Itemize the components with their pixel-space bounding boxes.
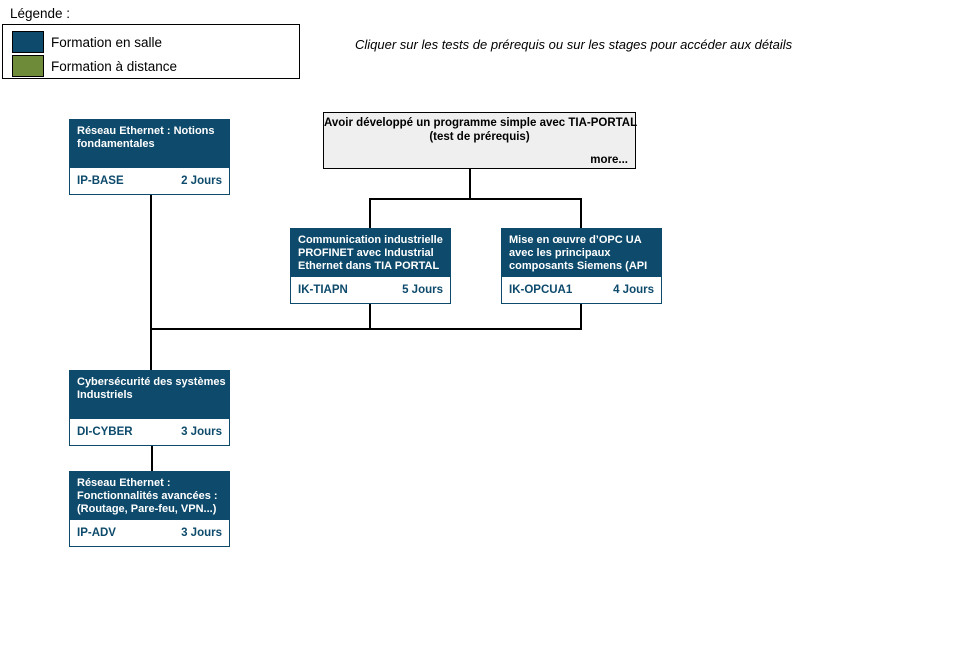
course-duration: 5 Jours [402,284,443,296]
course-code: IK-OPCUA1 [509,284,573,296]
course-box-ik-tiapn[interactable] [290,228,451,304]
course-box-ip-adv[interactable] [69,471,230,547]
legend-item-label: Formation en salle [51,34,163,50]
course-title [502,229,661,277]
connector-ip-base-down [150,195,152,370]
course-title-line: avec les principaux [509,247,611,259]
course-title-line: Réseau Ethernet : Notions [77,125,215,137]
course-title-line: composants Siemens (API [509,260,648,272]
course-title [70,120,229,168]
course-code: IP-ADV [77,527,116,539]
course-title-line: Réseau Ethernet : [77,477,171,489]
connector-to-ik-opcua1 [580,198,582,228]
course-title-line: Fonctionnalités avancées : [77,490,218,502]
course-title [291,229,450,277]
prerequisite-test-title-line2: (test de prérequis) [429,131,530,143]
course-box-di-cyber[interactable] [69,370,230,446]
course-code: IK-TIAPN [298,284,348,296]
course-title-line: Ethernet dans TIA PORTAL [298,260,440,272]
course-title-line: (Routage, Pare-feu, VPN...) [77,503,217,515]
course-duration: 4 Jours [613,284,654,296]
course-title-line: Cybersécurité des systèmes [77,376,226,388]
legend-title: Légende : [10,6,71,21]
connector-top-horizontal [369,198,582,200]
legend-box [2,24,300,79]
connector-prereq-down [469,169,471,199]
course-title-line: fondamentales [77,138,155,150]
course-title-line: Communication industrielle [298,234,443,246]
course-footer [502,277,661,303]
instruction-text: Cliquer sur les tests de prérequis ou sur les stages pour accéder aux détails [355,37,793,52]
course-footer [70,419,229,445]
connector-cyber-to-adv [151,444,153,471]
legend-item-label: Formation à distance [51,58,178,74]
course-duration: 3 Jours [181,426,222,438]
legend-item-distance [12,55,177,77]
connector-to-ik-tiapn [369,198,371,228]
course-title [70,371,229,419]
distance-color-swatch [12,55,44,77]
prerequisite-test-title-line1: Avoir développé un programme simple avec TIA-PORTAL [324,117,638,129]
connector-mid-horizontal [150,328,582,330]
course-title-line: Industriels [77,389,133,401]
connector-from-ik-tiapn [369,304,371,330]
course-code: DI-CYBER [77,426,133,438]
connector-from-ik-opcua1 [580,304,582,330]
course-code: IP-BASE [77,175,124,187]
prerequisite-test-box[interactable] [323,112,636,169]
course-duration: 2 Jours [181,175,222,187]
course-box-ip-base[interactable] [69,119,230,195]
course-box-ik-opcua1[interactable] [501,228,662,304]
course-title-line: PROFINET avec Industrial [298,247,434,259]
course-footer [291,277,450,303]
course-duration: 3 Jours [181,527,222,539]
course-footer [70,520,229,546]
more-link[interactable]: more... [590,154,628,166]
classroom-color-swatch [12,31,44,53]
legend-item-classroom [12,31,162,53]
course-footer [70,168,229,194]
course-title [70,472,229,520]
course-title-line: Mise en œuvre d’OPC UA [509,234,642,246]
